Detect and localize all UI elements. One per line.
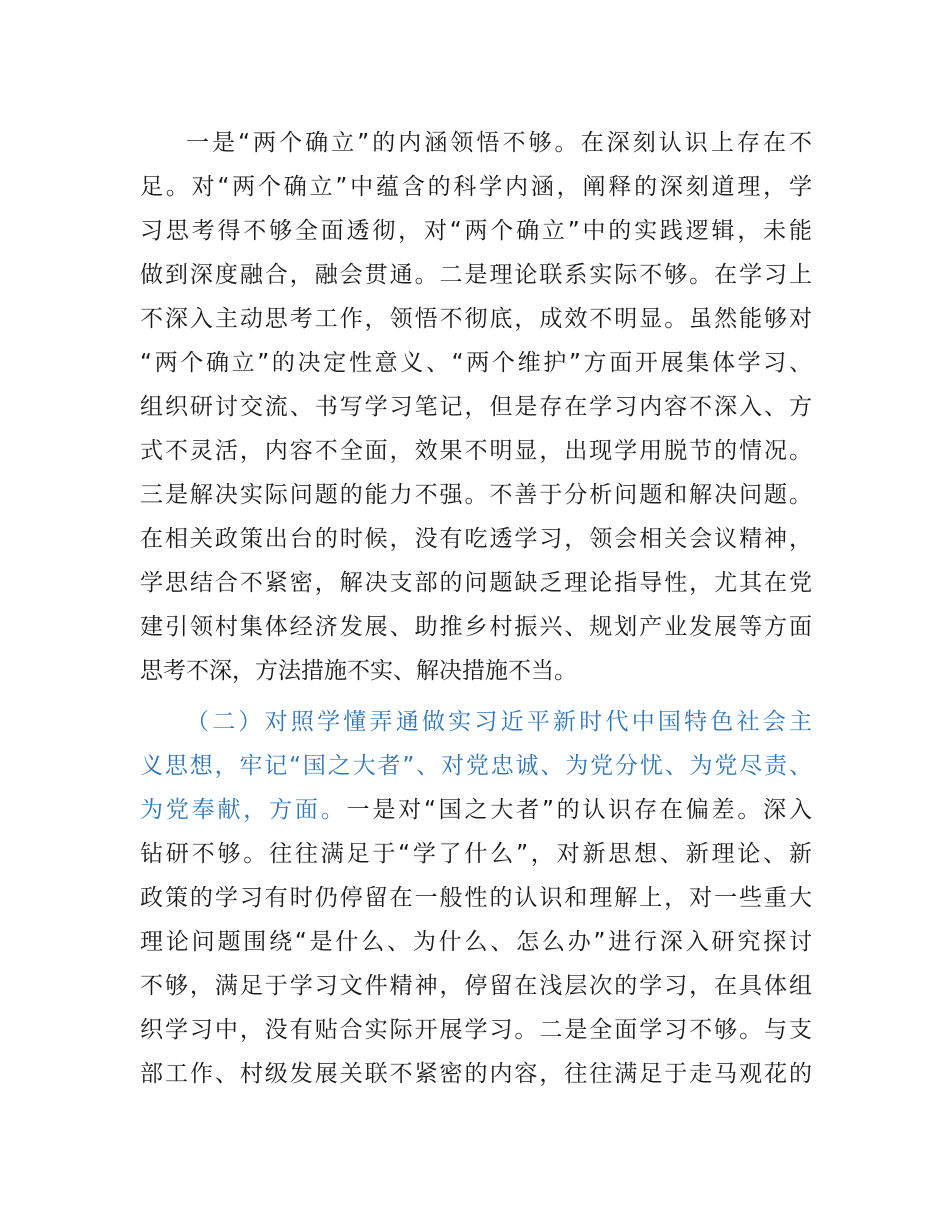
text-line: 习思考得不够全面透彻，对“两个确立”中的实践逻辑，未能: [140, 218, 812, 244]
text-line: 学思结合不紧密，解决支部的问题缺乏理论指导性，尤其在党: [140, 570, 812, 596]
paragraph-2: [140, 700, 812, 1096]
text-line: 政策的学习有时仍停留在一般性的认识和理解上，对一些重大: [140, 885, 812, 911]
section-heading-tail: 为党奉献，方面。: [140, 797, 347, 823]
text-line-rest: 一是对“国之大者”的认识存在偏差。深入: [346, 797, 812, 823]
text-line: 不够，满足于学习文件精神，停留在浅层次的学习，在具体组: [140, 973, 812, 999]
paragraph-1: [140, 121, 812, 693]
text-line: 做到深度融合，融会贯通。二是理论联系实际不够。在学习上: [140, 262, 812, 288]
text-line: 不深入主动思考工作，领悟不彻底，成效不明显。虽然能够对: [140, 306, 812, 332]
text-line: 一是“两个确立”的内涵领悟不够。在深刻认识上存在不: [186, 130, 812, 156]
text-line: 在相关政策出台的时候，没有吃透学习，领会相关会议精神，: [140, 526, 812, 552]
text-line: 织学习中，没有贴合实际开展学习。二是全面学习不够。与支: [140, 1017, 812, 1043]
text-line: 理论问题围绕“是什么、为什么、怎么办”进行深入研究探讨: [140, 929, 812, 955]
text-line: 建引领村集体经济发展、助推乡村振兴、规划产业发展等方面: [140, 614, 812, 640]
text-line: “两个确立”的决定性意义、“两个维护”方面开展集体学习、: [140, 350, 812, 376]
text-line: 部工作、村级发展关联不紧密的内容，往往满足于走马观花的: [140, 1061, 812, 1087]
text-line: 足。对“两个确立”中蕴含的科学内涵，阐释的深刻道理，学: [140, 174, 812, 200]
text-line: 式不灵活，内容不全面，效果不明显，出现学用脱节的情况。: [140, 438, 812, 464]
text-line: 思考不深，方法措施不实、解决措施不当。: [140, 658, 577, 684]
text-line-mixed: [140, 788, 812, 832]
text-line: 三是解决实际问题的能力不强。不善于分析问题和解决问题。: [140, 482, 812, 508]
text-line: 钻研不够。往往满足于“学了什么”，对新思想、新理论、新: [140, 841, 812, 867]
section-heading-line: （二）对照学懂弄通做实习近平新时代中国特色社会主: [186, 709, 812, 735]
section-heading-line: 义思想，牢记“国之大者”、对党忠诚、为党分忧、为党尽责、: [140, 753, 812, 779]
text-line: 组织研讨交流、书写学习笔记，但是存在学习内容不深入、方: [140, 394, 812, 420]
